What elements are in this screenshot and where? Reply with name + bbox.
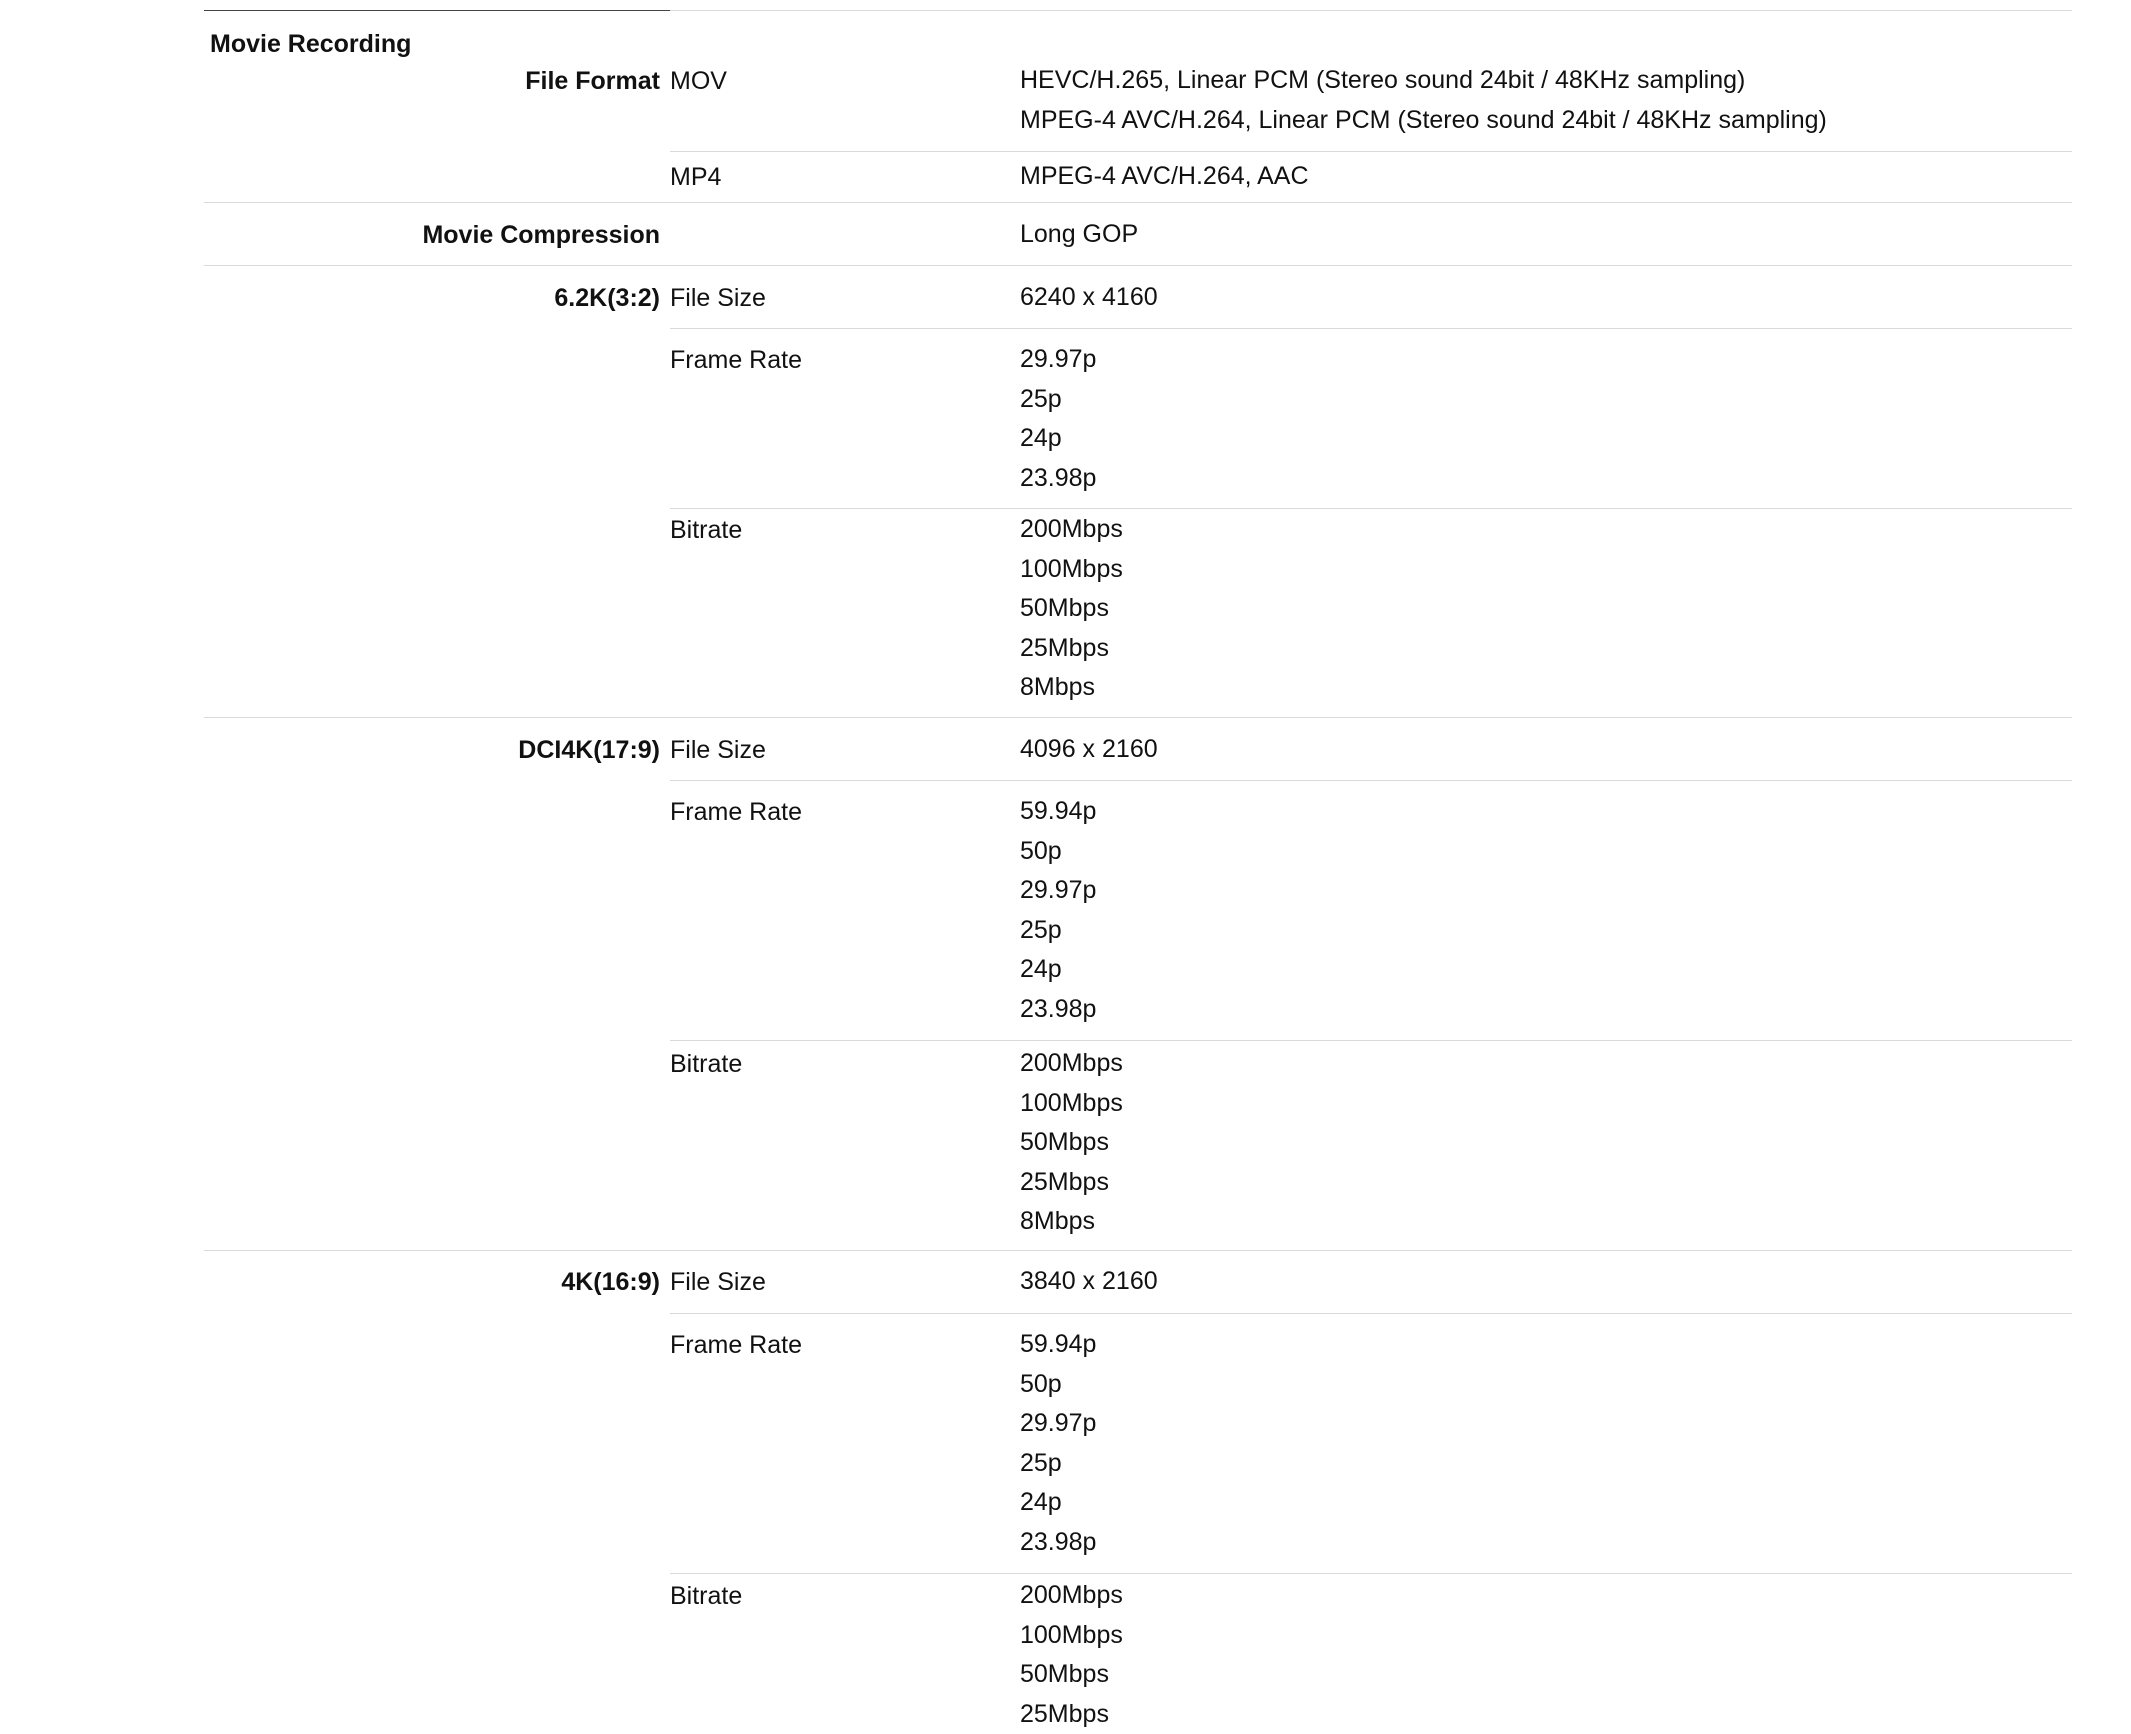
- spec-label-resolution: 4K(16:9): [204, 1262, 660, 1302]
- value-item: 50Mbps: [1020, 589, 1123, 629]
- value-item: 25p: [1020, 1444, 1096, 1484]
- value-item: 25Mbps: [1020, 629, 1123, 669]
- value-item: 25Mbps: [1020, 1163, 1123, 1203]
- value-item: 29.97p: [1020, 871, 1096, 911]
- spec-label-resolution: DCI4K(17:9): [204, 730, 660, 770]
- value-list-frame-rate: [1020, 340, 1096, 498]
- section-top-rule-light: [670, 10, 2072, 11]
- value-list-frame-rate: [1020, 1325, 1096, 1562]
- value-item: 50p: [1020, 832, 1096, 872]
- row-divider: [670, 151, 2072, 152]
- value-list-file-size: [1020, 1262, 1158, 1302]
- value-item: 200Mbps: [1020, 1576, 1123, 1616]
- value-item: 23.98p: [1020, 1523, 1096, 1563]
- value-item: 8Mbps: [1020, 1202, 1123, 1242]
- value-item: 50Mbps: [1020, 1655, 1123, 1695]
- row-divider: [670, 1040, 2072, 1041]
- value-item: MPEG-4 AVC/H.264, Linear PCM (Stereo sound 24bit / 48KHz sampling): [1020, 101, 1827, 141]
- value-item: 100Mbps: [1020, 1084, 1123, 1124]
- row-divider: [670, 1573, 2072, 1574]
- value-item: 29.97p: [1020, 340, 1096, 380]
- spec-label-file-format: File Format: [204, 61, 660, 101]
- group-divider: [204, 265, 2072, 266]
- value-item: 4096 x 2160: [1020, 730, 1158, 770]
- value-item: 8Mbps: [1020, 668, 1123, 708]
- value-list-file-size: [1020, 278, 1158, 318]
- group-divider: [204, 1250, 2072, 1251]
- value-item: 24p: [1020, 1483, 1096, 1523]
- sub-label-file-size: File Size: [670, 730, 766, 770]
- sub-label-frame-rate: Frame Rate: [670, 792, 802, 832]
- value-list-file-size: [1020, 730, 1158, 770]
- value-item: 6240 x 4160: [1020, 278, 1158, 318]
- section-top-rule: [204, 10, 670, 11]
- sub-label-frame-rate: Frame Rate: [670, 1325, 802, 1365]
- value-item: 50p: [1020, 1365, 1096, 1405]
- value-item: 200Mbps: [1020, 510, 1123, 550]
- value-item: 23.98p: [1020, 459, 1096, 499]
- value-list-frame-rate: [1020, 792, 1096, 1029]
- section-title: Movie Recording: [210, 24, 411, 64]
- value-item: 25p: [1020, 380, 1096, 420]
- value-item: 3840 x 2160: [1020, 1262, 1158, 1302]
- value-item: 50Mbps: [1020, 1123, 1123, 1163]
- spec-label-movie-compression: Movie Compression: [204, 215, 660, 255]
- value-item: 29.97p: [1020, 1404, 1096, 1444]
- row-divider: [670, 328, 2072, 329]
- row-divider: [670, 780, 2072, 781]
- value-item: 24p: [1020, 419, 1096, 459]
- sub-label-mp4: MP4: [670, 157, 721, 197]
- spec-label-resolution: 6.2K(3:2): [204, 278, 660, 318]
- value-list-mov: [1020, 61, 1827, 140]
- sub-label-mov: MOV: [670, 61, 727, 101]
- value-item: 25Mbps: [1020, 1695, 1123, 1734]
- sub-label-bitrate: Bitrate: [670, 1576, 742, 1616]
- value-item: 200Mbps: [1020, 1044, 1123, 1084]
- sub-label-bitrate: Bitrate: [670, 1044, 742, 1084]
- sub-label-file-size: File Size: [670, 1262, 766, 1302]
- value-item: MPEG-4 AVC/H.264, AAC: [1020, 157, 1309, 197]
- value-item: Long GOP: [1020, 215, 1138, 255]
- group-divider: [204, 717, 2072, 718]
- value-item: 23.98p: [1020, 990, 1096, 1030]
- sub-label-file-size: File Size: [670, 278, 766, 318]
- sub-label-bitrate: Bitrate: [670, 510, 742, 550]
- value-list-compression: [1020, 215, 1138, 255]
- group-divider: [204, 202, 2072, 203]
- value-item: 59.94p: [1020, 1325, 1096, 1365]
- value-item: 100Mbps: [1020, 1616, 1123, 1656]
- row-divider: [670, 1313, 2072, 1314]
- value-item: 24p: [1020, 950, 1096, 990]
- row-divider: [670, 508, 2072, 509]
- value-item: 25p: [1020, 911, 1096, 951]
- value-list-bitrate: [1020, 1044, 1123, 1242]
- value-item: 100Mbps: [1020, 550, 1123, 590]
- value-list-bitrate: [1020, 1576, 1123, 1734]
- value-list-mp4: [1020, 157, 1309, 197]
- value-list-bitrate: [1020, 510, 1123, 708]
- sub-label-frame-rate: Frame Rate: [670, 340, 802, 380]
- value-item: HEVC/H.265, Linear PCM (Stereo sound 24bit / 48KHz sampling): [1020, 61, 1827, 101]
- value-item: 59.94p: [1020, 792, 1096, 832]
